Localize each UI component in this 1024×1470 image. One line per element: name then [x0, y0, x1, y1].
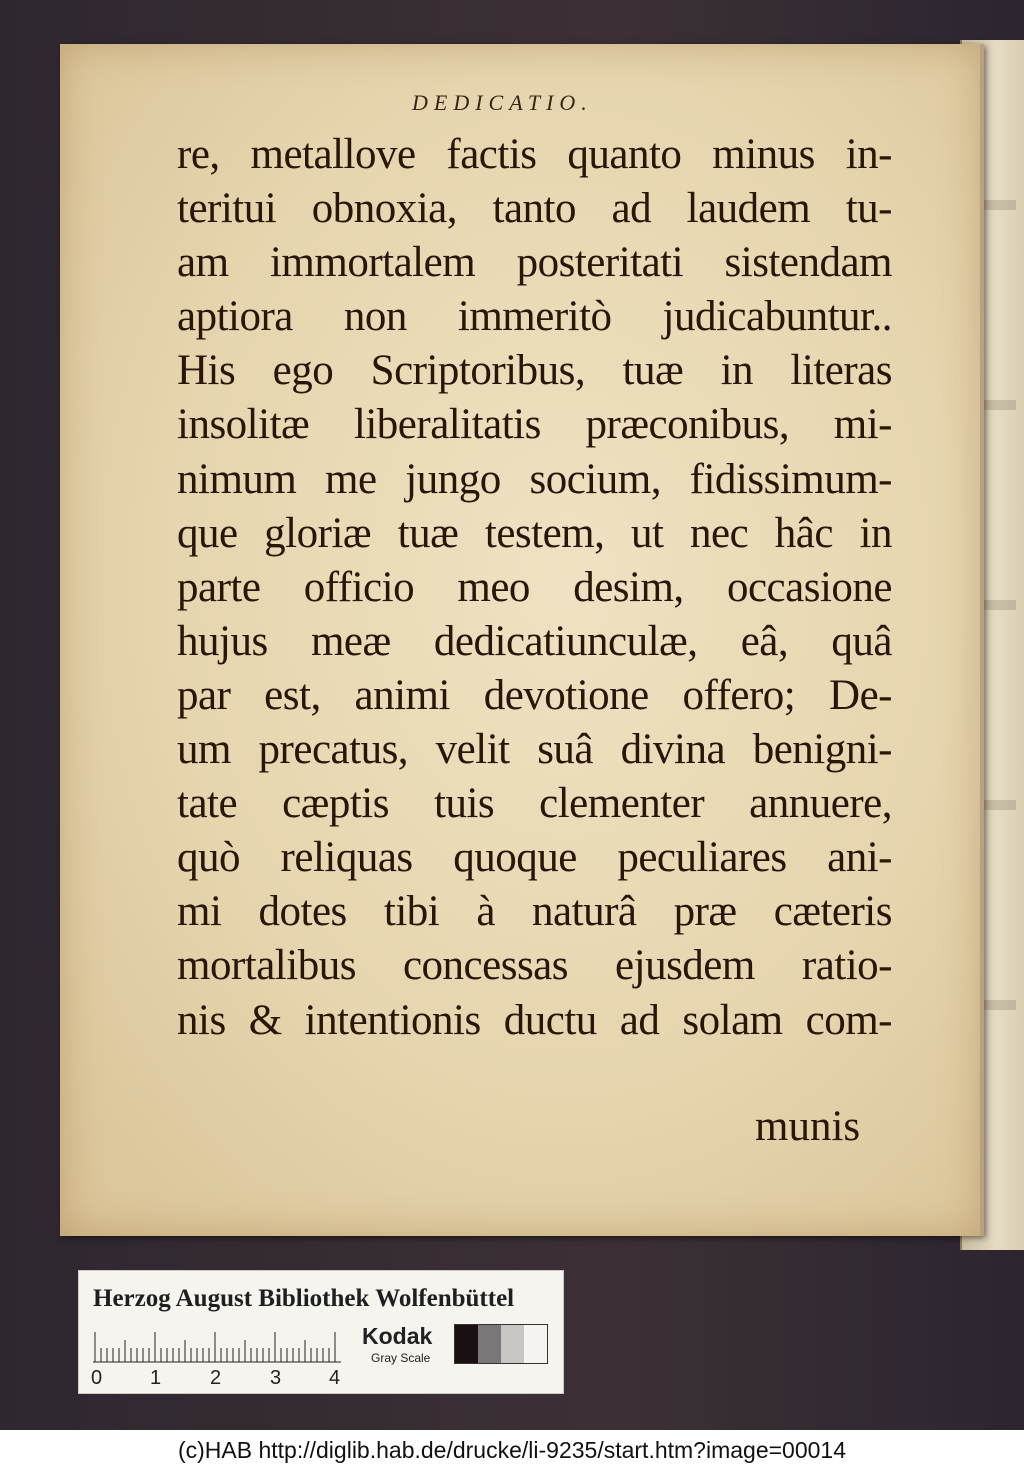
text-line: insolitæ liberalitatis præconibus, mi-: [177, 401, 892, 449]
text-line: um precatus, velit suâ divina benigni-: [177, 726, 892, 774]
gray-scale-swatches: [454, 1324, 548, 1364]
text-line: am immortalem posteritati sistendam: [177, 239, 892, 287]
gray-scale-label: Gray Scale: [371, 1351, 431, 1365]
text-line: teritui obnoxia, tanto ad laudem tu-: [177, 185, 892, 233]
text-line: hujus meæ dedicatiunculæ, eâ, quâ: [177, 617, 892, 665]
text-line: par est, animi devotione offero; De-: [177, 671, 892, 719]
footer-caption: (c)HAB http://diglib.hab.de/drucke/li-9235/start.htm?image=00014: [0, 1430, 1024, 1470]
running-head: DEDICATIO.: [412, 90, 593, 115]
text-line: mortalibus concessas ejusdem ratio-: [177, 942, 892, 990]
ruler-number: 3: [270, 1367, 282, 1389]
measurement-ruler: [93, 1329, 341, 1363]
kodak-logo: Kodak: [362, 1323, 433, 1349]
catchword: munis: [755, 1103, 861, 1150]
ruler-number: 2: [210, 1367, 222, 1389]
page-text: [177, 128, 892, 1048]
swatch: [478, 1325, 501, 1363]
text-line: nis & intentionis ductu ad solam com-: [177, 996, 892, 1044]
ruler-number: 0: [91, 1367, 103, 1389]
text-line: nimum me jungo socium, fidissimum-: [177, 455, 892, 503]
library-name: Herzog August Bibliothek Wolfenbüttel: [93, 1285, 515, 1312]
library-label-card: [78, 1270, 564, 1394]
text-line: tate cæptis tuis clementer annuere,: [177, 780, 892, 828]
text-line: que gloriæ tuæ testem, ut nec hâc in: [177, 509, 892, 557]
text-line: re, metallove factis quanto minus in-: [177, 131, 892, 178]
swatch: [501, 1325, 524, 1363]
text-line: mi dotes tibi à naturâ præ cæteris: [177, 888, 892, 936]
text-line: His ego Scriptoribus, tuæ in literas: [177, 347, 892, 395]
text-line: aptiora non immeritò judicabuntur..: [177, 293, 892, 341]
swatch: [455, 1325, 478, 1363]
ruler-number: 1: [150, 1367, 162, 1389]
ruler-number: 4: [329, 1367, 341, 1389]
swatch: [524, 1325, 547, 1363]
text-line: quò reliquas quoque peculiares ani-: [177, 834, 892, 882]
text-line: parte officio meo desim, occasione: [177, 563, 892, 611]
